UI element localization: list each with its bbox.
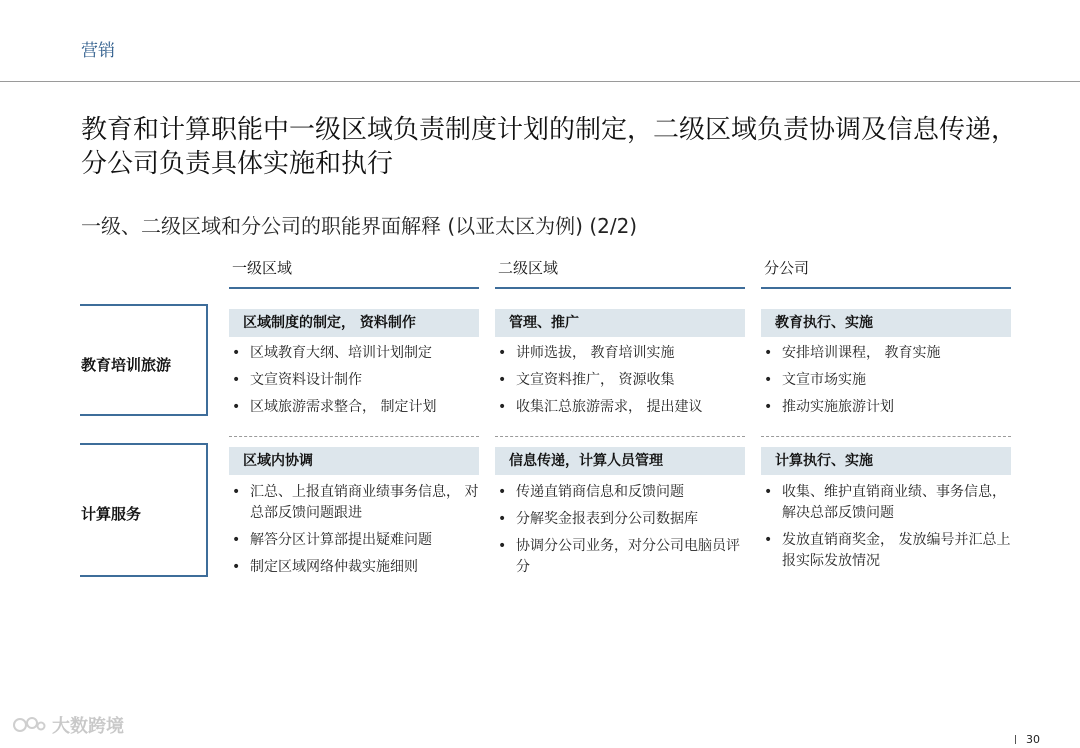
list-item: • 文宣资料设计制作 (230, 370, 480, 391)
list-item: • 收集汇总旅游需求， 提出建议 (496, 397, 746, 418)
page-number-value: 30 (1026, 733, 1040, 746)
list-item: • 解答分区计算部提出疑难问题 (230, 530, 480, 551)
bullet-list (762, 343, 1012, 424)
cell-title: 计算执行、实施 (761, 447, 1011, 475)
list-item: • 收集、维护直销商业绩、事务信息， 解决总部反馈问题 (762, 482, 1012, 524)
bullet-list (230, 482, 480, 584)
list-item: • 安排培训课程， 教育实施 (762, 343, 1012, 364)
page-number (1015, 733, 1040, 746)
column-rule (495, 287, 745, 289)
column-header-level1: 一级区域 (232, 259, 293, 277)
bullet-list (762, 482, 1012, 578)
watermark (12, 712, 124, 738)
list-item: • 协调分公司业务，对分公司电脑员评分 (496, 536, 746, 578)
list-item: • 区域旅游需求整合， 制定计划 (230, 397, 480, 418)
page-title: 教育和计算职能中一级区域负责制度计划的制定，二级区域负责协调及信息传递，分公司负责具体实施和执行 (81, 115, 1018, 179)
row-label-computing: 计算服务 (81, 505, 142, 523)
watermark-logo-icon (12, 713, 46, 737)
row-label-education: 教育培训旅游 (81, 356, 172, 374)
column-rule (761, 287, 1011, 289)
cell-title: 区域内协调 (229, 447, 479, 475)
bullet-list (230, 343, 480, 424)
cell-title: 教育执行、实施 (761, 309, 1011, 337)
column-header-level2: 二级区域 (498, 259, 559, 277)
cell-title: 信息传递，计算人员管理 (495, 447, 745, 475)
list-item: • 讲师选拔， 教育培训实施 (496, 343, 746, 364)
list-item: • 汇总、上报直销商业绩事务信息， 对总部反馈问题跟进 (230, 482, 480, 524)
list-item: • 发放直销商奖金， 发放编号并汇总上报实际发放情况 (762, 530, 1012, 572)
list-item: • 传递直销商信息和反馈问题 (496, 482, 746, 503)
section-tag: 营销 (81, 41, 115, 61)
list-item: • 推动实施旅游计划 (762, 397, 1012, 418)
page-number-divider (1015, 735, 1016, 744)
list-item: • 区域教育大纲、培训计划制定 (230, 343, 480, 364)
list-item: • 文宣市场实施 (762, 370, 1012, 391)
column-header-branch: 分公司 (764, 259, 810, 277)
column-rule (229, 287, 479, 289)
bullet-list (496, 482, 746, 584)
row-separator (229, 436, 479, 437)
row-separator (495, 436, 745, 437)
list-item: • 分解奖金报表到分公司数据库 (496, 509, 746, 530)
cell-title: 管理、推广 (495, 309, 745, 337)
bullet-list (496, 343, 746, 424)
cell-title: 区域制度的制定， 资料制作 (229, 309, 479, 337)
watermark-text: 大数跨境 (52, 716, 124, 737)
top-divider (0, 81, 1080, 82)
row-separator (761, 436, 1011, 437)
page-subtitle: 一级、二级区域和分公司的职能界面解释 (以亚太区为例) (2/2) (81, 214, 638, 238)
list-item: • 文宣资料推广， 资源收集 (496, 370, 746, 391)
list-item: • 制定区域网络仲裁实施细则 (230, 557, 480, 578)
